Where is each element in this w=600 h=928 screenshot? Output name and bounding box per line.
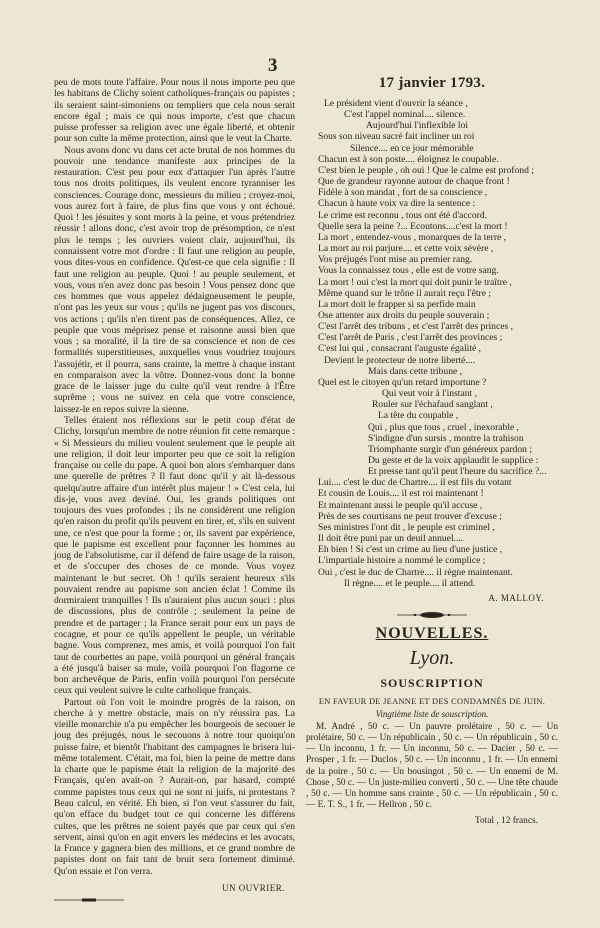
right-column xyxy=(306,75,558,826)
poem-line: C'est l'appel nominal.... silence. xyxy=(344,109,466,121)
poem-line: La tête du coupable , xyxy=(378,410,459,422)
signature: UN OUVRIER. xyxy=(222,882,285,893)
poem xyxy=(306,98,558,589)
poem-line: Aujourd'hui l'inflexible loi xyxy=(366,120,469,132)
poem-line: La mort au roi parjure.... et cette voix sévère , xyxy=(318,243,494,255)
left-column xyxy=(54,77,295,905)
poem-line: Du geste et de la voix applaudit le supplice : xyxy=(368,455,539,466)
end-rule-icon xyxy=(54,898,124,902)
subscription-subtitle: EN FAVEUR DE JEANNE ET DES CONDAMNÉS DE JUIN. xyxy=(318,696,546,706)
poem-line: Quel est le citoyen qu'un retard importune ? xyxy=(318,376,487,388)
poem-line: Chacun est à son poste.... éloignez le coupable. xyxy=(318,153,499,165)
poem-line: Le crime est reconnu , tous ont été d'accord. xyxy=(318,209,488,221)
poem-line: Vos préjugés l'ont mise au premier rang. xyxy=(318,254,473,266)
poem-line: Triomphante surgir d'un généreux pardon ; xyxy=(368,443,532,455)
poem-line: Eh bien ! Si c'est un crime au lieu d'une justice , xyxy=(318,544,503,556)
city-heading: Lyon. xyxy=(409,646,455,669)
poem-line: Fidèle à son mandat , fort de sa conscience , xyxy=(318,187,488,199)
poem-line: Il règne.... et le peuple.... il attend. xyxy=(344,577,476,589)
paragraph: Partout où l'on voit le moindre progrès de la raison, on cherche à y mettre obstacle, mais on n'y réussira pas. La vieille monarchie n'a pu empêcher les bourgeois de secouer le joug des préjugés, nous le secouons à notre tour quoiqu'on puisse faire, et bientôt l'habitant des campagnes le brisera lui-même totalement. C'était, ma foi, bien la peine de mettre dans la charte que le papisme était la religion de la majorité des Français, qu'en avait-on ? Aurait-on, par hasard, compté comme papistes tous ceux qui ne sont ni juifs, ni protestans ? Beau calcul, en vérité. Eh bien, si l'on veut s'assurer du fait, qu'on efface du budget tout ce qui concerne les différens cultes, que les prêtres ne soient payés que par ceux qui s'en servent, ainsi qu'on en agit envers les médecins et les avocats, la France y gagnera bien des millions, et ce grand nombre de papistes dont on fait tant de bruit sera fortement diminué. Qu'on essaie et l'on verra. xyxy=(54,696,295,877)
poem-line: Oui , c'est le duc de Chartre.... il règne maintenant. xyxy=(318,566,513,578)
poem-line: Qui , plus que tous , cruel , inexorable , xyxy=(368,421,520,433)
poem-line: La mort , entendez-vous , monarques de la terre , xyxy=(318,231,507,243)
poem-line: Et cousin de Louis.... il est roi maintenant ! xyxy=(318,488,484,500)
news-heading: NOUVELLES. xyxy=(375,624,489,642)
page-number: 3 xyxy=(268,55,278,76)
poem-line: Chacun à haute voix va dire la sentence : xyxy=(318,198,476,210)
poem-line: L'impartiale histoire a nommé le complice ; xyxy=(318,555,486,567)
poem-line: Mais dans cette tribune , xyxy=(368,365,463,377)
poem-line: C'est l'arrêt de Paris , c'est l'arrêt des provinces ; xyxy=(318,332,503,344)
poem-line: Lui.... c'est le duc de Chartre.... il est fils du votant xyxy=(318,477,512,489)
poem-line: Il doit être puni par un deuil annuel.... xyxy=(318,533,464,545)
poem-line: Vous la connaissez tous , elle est de votre sang. xyxy=(318,265,499,277)
poem-line: C'est lui qui , consacrant l'auguste égalité , xyxy=(318,343,482,355)
poem-line: Rouler sur l'échafaud sanglant , xyxy=(372,399,493,411)
poem-line: Le président vient d'ouvrir la séance , xyxy=(324,98,468,109)
poem-author: A. MALLOY. xyxy=(488,592,544,603)
poem-line: La mort doit le frapper si sa perfide main xyxy=(318,298,476,310)
poem-line: Même quand sur le trône il aurait reçu l'être ; xyxy=(318,287,492,299)
poem-line: Et maintenant aussi le peuple qu'il accuse , xyxy=(318,499,483,511)
poem-line: S'indigne d'un sursis , montre la trahison xyxy=(368,432,524,444)
poem-line: C'est bien le peuple , oh oui ! Que le calme est profond ; xyxy=(318,164,534,176)
ornament-rule-icon xyxy=(397,611,467,619)
poem-line: C'est l'arrêt des tribuns , et c'est l'arrêt des princes , xyxy=(318,321,513,333)
poem-line: Silence.... en ce jour mémorable xyxy=(350,142,474,154)
paragraph: peu de mots toute l'affaire. Pour nous il nous importe peu que les habitans de Clichy soient catholiques-français ou papistes ; ils seraient saint-simoniens ou templiers que cela nous serait encore égal ; mais ce qui nous importe, c'est que chacun puisse professer sa religion avec une égale liberté, et obtenir pour son culte la même protection, ainsi que le veut la Charte. xyxy=(54,77,295,145)
paragraph: Nous avons donc vu dans cet acte brutal de nos hommes du pouvoir une tendance manifeste aux principes de la restauration. C'est peu pour eux d'attaquer l'un après l'autre tous nos droits politiques, ils veulent encore tyranniser les consciences. Courage donc, messieurs du milieu ; croyez-moi, vous aurez fort à faire, de plus fins que vous y ont échoué. Quoi ! les jésuites y sont morts à la peine, et vous prétendriez réussir ! allons donc, c'est avoir trop de présomption, ce n'est plus le temps ; les ouvriers voient clair, aujourd'hui, ils connaissent votre mot d'ordre : Il faut une religion au peuple, vous dites-vous en confidence. Qu'est-ce que cela signifie : Il faut une religion au peuple. Quoi ! au peuple seulement, et vous, vous n'en avez donc pas besoin ! Vous pensez donc que ces hommes que vous appelez dédaigneusement le peuple, n'ont pas les yeux sur vous ; qu'ils ne jugent pas vos discours, vos actions ; qu'ils n'en tirent pas de conséquences. Allez, ce peuple que vous méprisez pense et raisonne aussi bien que vous ; sa moralité, il la tire de sa conscience et non de ces formalités superstitieuses, auxquelles vous voudriez toujours l'assujétir, et il pourra, sans crainte, la mettre à chaque instant en comparaison avec la vôtre. Donnez-vous donc la bonne grace de le laisser juge du culte qu'il veut rendre à l'Être suprême ; vous ne suivez en cela que votre conscience, laissez-le en repos suivre la sienne. xyxy=(54,144,295,415)
poem-line: Quelle sera la peine ?... Ecoutons....c'est la mort ! xyxy=(318,220,508,232)
subscription-total: Total , 12 francs. xyxy=(474,815,538,826)
subscription-body: M. André , 50 c. — Un pauvre prolétaire , 50 c. — Un prolétaire, 50 c. — Un républicain , 50 c. — Un républicain , 50 c. — Un inconnu, 1 fr. — Un inconnu, 50 c. — Dacier , 50 c. — Prosper , 1 fr. — Duclos , 50 c. — Un inconnu , 1 fr. — Un ennemi de la poire , 50 c. — Un bousingot , 50 c. — Un ennemi de M. Chose , 50 c. — Un juste-milieu converti , 50 c. — Une tête chaude , 50 c. — Un homme sans crainte , 50 c. — Un républicain , 50 c. — E. T. S., 1 fr. — Hellron , 50 c. xyxy=(306,721,558,811)
poem-line: Ses ministres l'ont dit , le peuple est criminel , xyxy=(318,521,495,533)
paragraph: Telles étaient nos réflexions sur le petit coup d'état de Clichy, lorsqu'un membre de notre réunion fit cette remarque : « Si Messieurs du milieu voulent seulement que le peuple ait une religion, il doit leur importer peu que ce soit la religion française ou celle du pape. A quoi bon alors s'embarquer dans une querelle de prêtres ? Il faut donc qu'il y ait là-dessous quelqu'autre affaire d'un intérêt plus majeur ! » C'est cela, lui dis-je, vous avez deviné. Oui, les grands politiques ont toujours des vues profondes ; ils ne considèrent une religion qu'en raison du profit qu'ils peuvent en tirer, et, s'ils en suivent une, ce n'est que pour la forme ; or, ils savent par expérience, que le papisme est excellent pour façonner les hommes au joug de l'absolutisme, car il défend de faire usage de la raison, et de s'occuper des choses de ce monde. Vous voyez maintenant le but secret. Oh ! qu'ils seraient heureux s'ils pouvaient rendre au papisme son ancien éclat ! Comme ils dormiraient tranquilles ! Ils n'auraient plus aucun souci : plus de discussions, plus de contrôle ; seulement la peine de prendre et de partager ; la France serait pour eux un pays de cocagne, et pour ce qu'ils appellent le peuple, un véritable bagne. Vous comprenez, mes amis, et voilà pourquoi l'on fait taut de courbettes au pape, voilà pourquoi un général français a été jusqu'à baiser sa mule, voilà pourquoi l'on flagorne ce bon archevêque de Paris, enfin voilà pourquoi l'on persécute ceux qui veulent suivre le culte catholique français. xyxy=(54,414,295,697)
poem-line: Près de ses courtisans ne peut trouver d'excuse ; xyxy=(318,510,502,522)
subscription-list-label: Vingtième liste de souscription. xyxy=(375,708,489,719)
poem-line: Sous son niveau sacré fait incliner un roi xyxy=(318,131,475,143)
poem-line: Devient le protecteur de notre liberté.... xyxy=(324,354,476,366)
poem-line: Ose attenter aux droits du peuple souverain ; xyxy=(318,309,490,321)
poem-line: Et presse tant qu'il peut l'heure du sacrifice ?... xyxy=(368,466,547,478)
poem-date: 17 janvier 1793. xyxy=(378,75,486,91)
poem-line: Qui veut voir à l'instant , xyxy=(382,388,477,400)
poem-line: Que de grandeur rayonne autour de chaque front ! xyxy=(318,176,510,188)
subscription-title: SOUSCRIPTION xyxy=(380,675,484,690)
poem-line: La mort ! oui c'est la mort qui doit punir le traître , xyxy=(318,276,512,288)
